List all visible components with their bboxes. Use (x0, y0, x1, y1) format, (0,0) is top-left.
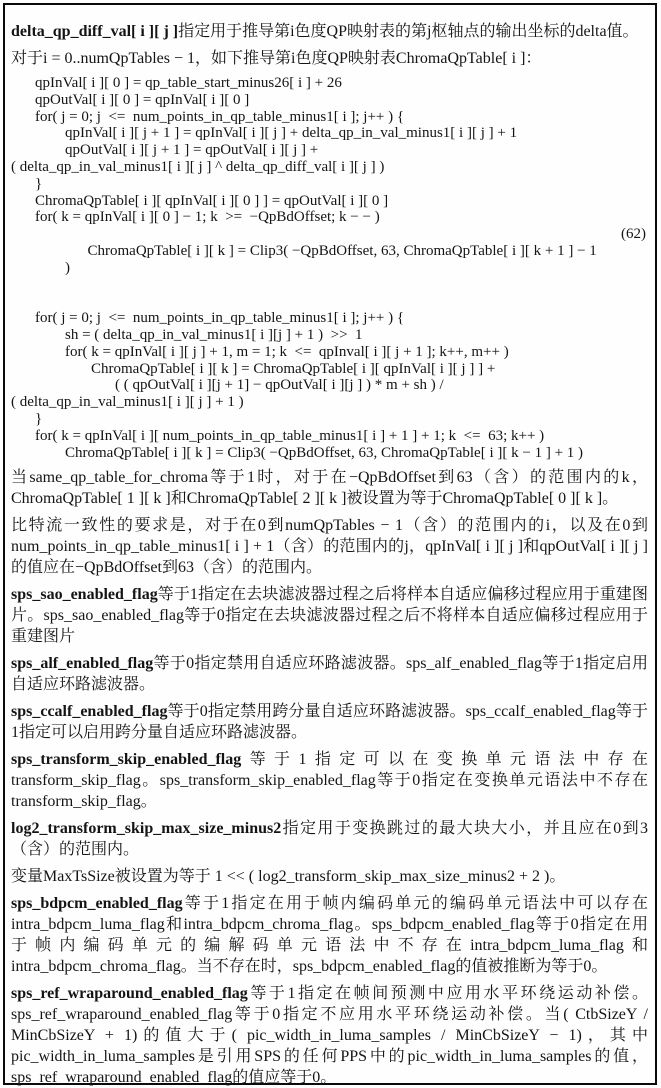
code-line: qpOutVal[ i ][ j + 1 ] = qpOutVal[ i ][ j ] + (65, 142, 319, 159)
paragraph-text: 等于1指定在用于帧内编码单元的编码单元语法中可以存在intra_bdpcm_luma_flag和intra_bdpcm_chroma_flag。sps_bdpcm_enabled_flag等于0指定在用于帧内编码单元的编解码单元语法中不存在intra_bdpcm_luma_flag和intra_bdpcm_chroma_flag。当不存在时，sps_bdpcm_enabled_flag的值被推断为等于0。 (11, 895, 648, 976)
syntax-element-name: delta_qp_diff_val[ i ][ j ] (11, 23, 179, 40)
paragraph-sps-transform-skip-enabled-flag (11, 749, 648, 812)
paragraph-text: 比特流一致性的要求是，对于在0到numQpTables − 1（含）的范围内的i，以及在0到num_points_in_qp_table_minus1[ i ] + 1（含）的范围内的j，qpInVal[ i ][ j ]和qpOutVal[ i ][ j ]的值应在−QpBdOffset到63（含）的范围内。 (11, 517, 648, 577)
paragraph-text: 等于1指定在去块滤波器过程之后将样本自适应偏移过程应用于重建图片。sps_sao_enabled_flag等于0指定在去块滤波器过程之后不将样本自适应偏移过程应用于重建图片 (11, 586, 648, 646)
paragraph-text: 等于1指定在帧间预测中应用水平环绕运动补偿。sps_ref_wraparound_enabled_flag等于0指定不应用水平环绕运动补偿。当( CtbSizeY / MinCbSizeY + 1)的值大于( pic_width_in_luma_samples / MinCbSizeY − 1)，其中pic_width_in_luma_samples是引用SPS的任何PPS中的pic_width_in_luma_samples的值，sps_ref_wraparound_enabled_flag的值应等于0。 (11, 985, 648, 1087)
paragraph-log2-transform-skip-max-size (11, 818, 648, 860)
paragraph-bitstream-conformance (11, 515, 648, 578)
pseudocode-block (11, 75, 648, 461)
syntax-element-name: sps_bdpcm_enabled_flag (11, 895, 183, 913)
code-line: qpOutVal[ i ][ 0 ] = qpInVal[ i ][ 0 ] (35, 91, 250, 108)
paragraph-text: 当same_qp_table_for_chroma等于1时，对于在−QpBdOffset到63（含）的范围内的k，ChromaQpTable[ 1 ][ k ]和ChromaQpTable[ 2 ][ k ]被设置为等于ChromaQpTable[ 0 ][ k ]。 (11, 469, 648, 508)
syntax-element-name: log2_transform_skip_max_size_minus2 (11, 820, 282, 838)
paragraph-text: 等于1指定可以在变换单元语法中存在transform_skip_flag。sps_transform_skip_enabled_flag等于0指定在变换单元语法中不存在transform_skip_flag。 (11, 751, 648, 811)
code-line: for( k = qpInVal[ i ][ j ] + 1, m = 1; k <= qpInval[ i ][ j + 1 ]; k++, m++ ) (65, 343, 509, 360)
paragraph-delta-qp-diff-val (11, 21, 648, 42)
paragraph-text: 等于0指定禁用自适应环路滤波器。sps_alf_enabled_flag等于1指定启用自适应环路滤波器。 (11, 655, 648, 694)
equation-number: (62) (621, 226, 646, 243)
code-line: ChromaQpTable[ i ][ k ] = Clip3( −QpBdOffset, 63, ChromaQpTable[ i ][ k − 1 ] + 1 ) (65, 444, 584, 461)
paragraph-sps-sao-enabled-flag (11, 584, 648, 647)
code-line: ( ( qpOutVal[ i ][j + 1] − qpOutVal[ i ][j ] ) * m + sh ) / (115, 377, 444, 394)
paragraph-text: 指定用于推导第i色度QP映射表的第j枢轴点的输出坐标的delta值。 (178, 23, 639, 40)
syntax-element-name: sps_sao_enabled_flag (11, 586, 158, 604)
paragraph-sps-ref-wraparound-enabled-flag (11, 983, 648, 1088)
paragraph-text: 变量MaxTsSize被设置为等于 1 << ( log2_transform_skip_max_size_minus2 + 2 )。 (11, 868, 566, 886)
paragraph-sps-alf-enabled-flag (11, 653, 648, 695)
paragraph-sps-bdpcm-enabled-flag (11, 893, 648, 977)
code-line: for( k = qpInVal[ i ][ num_points_in_qp_table_minus1[ i ] + 1 ] + 1; k <= 63; k++ ) (35, 427, 545, 444)
code-line-with-equation-number (11, 226, 648, 310)
code-line: for( j = 0; j <= num_points_in_qp_table_minus1[ i ]; j++ ) { (35, 108, 405, 125)
syntax-element-name: sps_transform_skip_enabled_flag (11, 751, 242, 769)
document-page (3, 3, 657, 1085)
code-line: sh = ( delta_qp_in_val_minus1[ i ][j ] + 1 ) >> 1 (65, 326, 363, 343)
paragraph-sps-ccalf-enabled-flag (11, 701, 648, 743)
paragraph-derivation-intro (11, 48, 648, 69)
code-line-text: ChromaQpTable[ i ][ k ] = Clip3( −QpBdOffset, 63, ChromaQpTable[ i ][ k + 1 ] − 1 ) (65, 242, 601, 276)
code-line: ( delta_qp_in_val_minus1[ i ][ j ] ^ delta_qp_diff_val[ i ][ j ] ) (11, 158, 385, 175)
syntax-element-name: sps_ref_wraparound_enabled_flag (11, 985, 248, 1003)
paragraph-text: 等于0指定禁用跨分量自适应环路滤波器。sps_ccalf_enabled_flag等于1指定可以启用跨分量自适应环路滤波器。 (11, 703, 648, 742)
code-line: ChromaQpTable[ i ][ k ] = ChromaQpTable[ i ][ qpInVal[ i ][ j ] ] + (91, 360, 496, 377)
paragraph-same-qp-table (11, 467, 648, 509)
code-line: for( k = qpInVal[ i ][ 0 ] − 1; k >= −QpBdOffset; k − − ) (35, 209, 380, 226)
code-line: for( j = 0; j <= num_points_in_qp_table_minus1[ i ]; j++ ) { (35, 310, 405, 327)
code-line: qpInVal[ i ][ j + 1 ] = qpInVal[ i ][ j ] + delta_qp_in_val_minus1[ i ][ j ] + 1 (65, 125, 518, 142)
code-line: qpInVal[ i ][ 0 ] = qp_table_start_minus26[ i ] + 26 (35, 75, 342, 91)
paragraph-maxtssize (11, 866, 648, 887)
code-line: ( delta_qp_in_val_minus1[ i ][ j ] + 1 ) (11, 394, 244, 411)
code-line: ChromaQpTable[ i ][ qpInVal[ i ][ 0 ] ] = qpOutVal[ i ][ 0 ] (35, 192, 389, 209)
code-line: } (35, 175, 43, 192)
syntax-element-name: sps_ccalf_enabled_flag (11, 703, 168, 721)
syntax-element-name: sps_alf_enabled_flag (11, 655, 154, 673)
paragraph-text: 对于i = 0..numQpTables − 1，如下推导第i色度QP映射表ChromaQpTable[ i ]： (11, 50, 542, 67)
code-line: } (35, 410, 43, 427)
paragraph-text: 指定用于变换跳过的最大块大小，并且应在0到3（含）的范围内。 (11, 820, 648, 859)
